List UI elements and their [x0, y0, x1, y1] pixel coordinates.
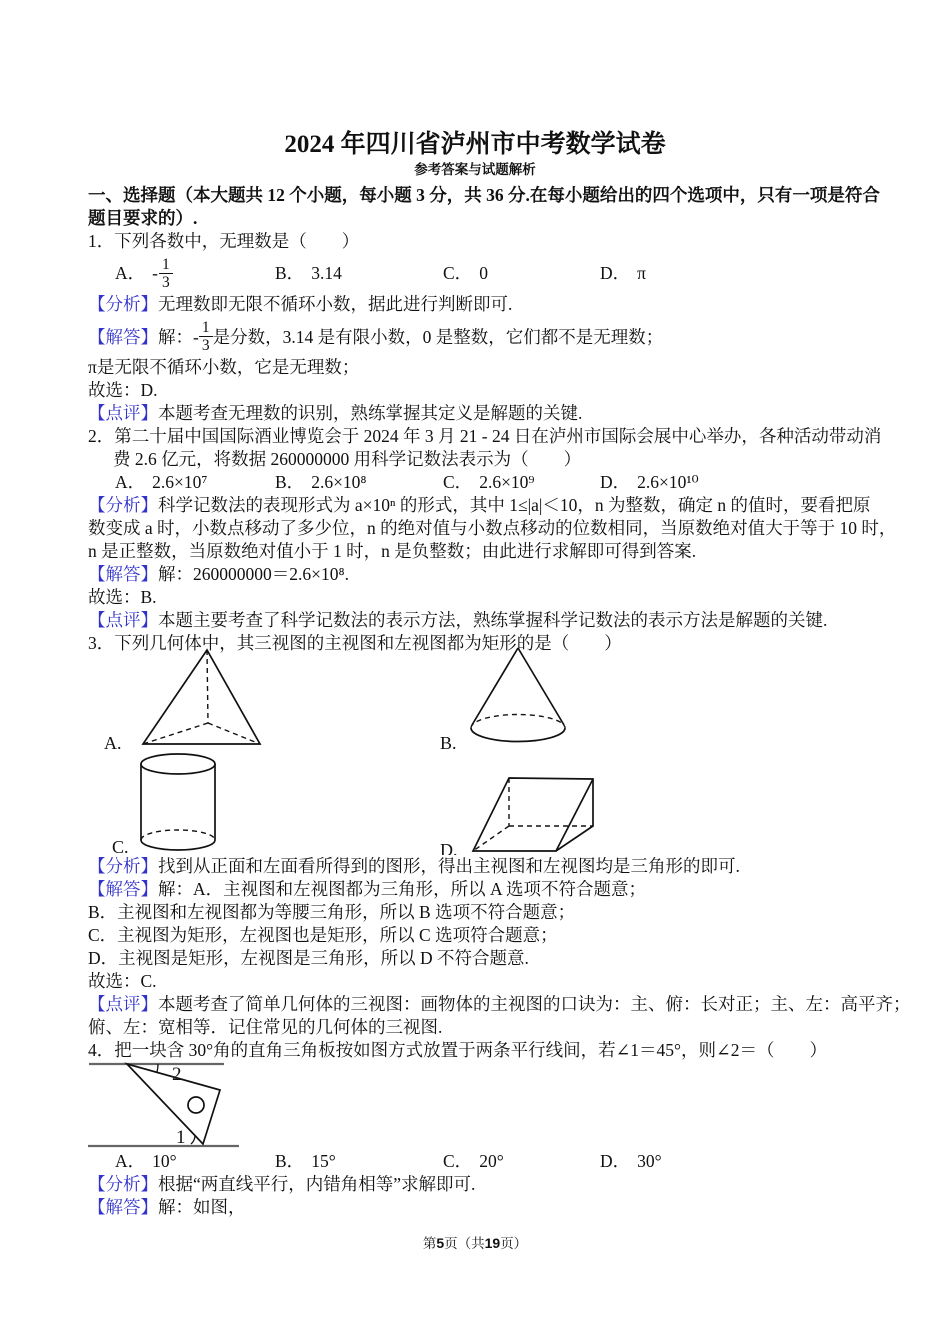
page-subtitle: 参考答案与试题解析: [414, 162, 536, 177]
q2-answer: 【解答】解：260000000＝2.6×10⁸.: [88, 564, 349, 584]
analysis-label: 【分析】: [88, 856, 158, 876]
q3-stem: 3．下列几何体中，其三视图的主视图和左视图都为矩形的是（ ）: [88, 633, 622, 653]
q1-option-c: C． 0: [443, 262, 488, 283]
q4-answer: 【解答】解：如图，: [88, 1197, 246, 1217]
q1-stem: 1．下列各数中，无理数是（ ）: [88, 231, 360, 251]
q1-answer: 【解答】 解：- $\frac{1}{3}$ 是分数，3.14 是有限小数，0 是整数，它们都不是无理数；: [88, 318, 664, 354]
finger-hole: [188, 1097, 204, 1113]
comment-label: 【点评】: [88, 994, 158, 1014]
q4-figure: [88, 1058, 862, 1150]
q3-answer-line4: D．主视图是矩形，左视图是三角形，所以 D 不符合题意.: [88, 948, 529, 968]
q4-option-d: D． 30°: [600, 1151, 662, 1171]
angle1-label: 1: [176, 1127, 186, 1148]
angle1-arc: [191, 1135, 195, 1144]
analysis-label: 【分析】: [88, 495, 158, 515]
q1-option-a-minus: -: [152, 262, 158, 283]
q4-option-b: B． 15°: [275, 1151, 336, 1171]
q1-options-row: [88, 253, 862, 293]
figure-prism: [473, 778, 593, 851]
q4-analysis: 【分析】根据“两直线平行，内错角相等”求解即可.: [88, 1174, 476, 1194]
section-heading-line2: 题目要求的）.: [88, 208, 198, 228]
q3-answer-line2: B．主视图和左视图都为等腰三角形，所以 B 选项不符合题意；: [88, 902, 576, 922]
q1-comment: 【点评】本题考查无理数的识别，熟练掌握其定义是解题的关键.: [88, 403, 583, 423]
q2-options-row: [88, 471, 862, 494]
page-title: 2024 年四川省泸州市中考数学试卷: [284, 131, 666, 158]
analysis-label: 【分析】: [88, 1174, 158, 1194]
figure-cone: [471, 648, 565, 742]
comment-label: 【点评】: [88, 403, 158, 423]
q4-stem: 4．把一块含 30°角的直角三角板按如图方式放置于两条平行线间，若∠1＝45°，则∠2＝（ ）: [88, 1040, 827, 1060]
figure-cylinder: [141, 754, 215, 850]
current-page-number: 5: [436, 1235, 445, 1251]
q2-stem-line1: 2．第二十届中国国际酒业博览会于 2024 年 3 月 21 - 24 日在泸州市国际会展中心举办，各种活动带动消: [88, 426, 882, 446]
q2-option-c: C． 2.6×10⁹: [443, 472, 535, 492]
q2-option-d: D． 2.6×10¹⁰: [600, 472, 699, 492]
analysis-label: 【分析】: [88, 294, 158, 314]
figure-b-label: B.: [440, 733, 457, 753]
q1-option-a-label: A．: [115, 262, 146, 283]
q2-stem-line2: 费 2.6 亿元，将数据 260000000 用科学记数法表示为（ ）: [113, 449, 582, 469]
comment-label: 【点评】: [88, 610, 158, 630]
q2-conclusion: 故选：B.: [88, 587, 157, 607]
angle2-label: 2: [172, 1064, 182, 1085]
page-content: [88, 130, 911, 1219]
q3-figures: [88, 647, 862, 855]
page-footer: 第5页（共19页）: [422, 1235, 528, 1251]
q1-option-b: B． 3.14: [275, 262, 342, 283]
parallel-lines: [88, 1064, 239, 1146]
q2-analysis-line3: n 是正整数，当原数绝对值小于 1 时，n 是负整数；由此进行求解即可得到答案.: [88, 541, 697, 561]
q3-figures-svg: [88, 647, 862, 855]
q1-answer-line2: π是无限不循环小数，它是无理数；: [88, 357, 360, 377]
section-heading-line1: 一、选择题（本大题共 12 个小题，每小题 3 分，共 36 分.在每小题给出的四个选项中，只有一项是符合: [88, 185, 880, 205]
q1-analysis: 【分析】无理数即无限不循环小数，据此进行判断即可.: [88, 294, 513, 314]
q3-conclusion: 故选：C.: [88, 971, 157, 991]
q1-conclusion: 故选：D.: [88, 380, 158, 400]
q3-analysis: 【分析】找到从正面和左面看所得到的图形，得出主视图和左视图均是三角形的即可.: [88, 856, 740, 876]
answer-label: 【解答】: [88, 326, 158, 347]
q2-comment: 【点评】本题主要考查了科学记数法的表示方法，熟练掌握科学记数法的表示方法是解题的关键.: [88, 610, 828, 630]
q4-option-c: C． 20°: [443, 1151, 504, 1171]
figure-pyramid: [143, 650, 260, 744]
q3-answer-line1: 【解答】解：A．主视图和左视图都为三角形，所以 A 选项不符合题意；: [88, 879, 647, 899]
q2-analysis-line2: 数变成 a 时，小数点移动了多少位，n 的绝对值与小数点移动的位数相同，当原数绝对值大于等于 10 时，: [88, 518, 897, 538]
total-page-number: 19: [484, 1235, 501, 1251]
q3-answer-line3: C．主视图为矩形，左视图也是矩形，所以 C 选项符合题意；: [88, 925, 558, 945]
q1-option-d: D． π: [600, 262, 646, 283]
answer-label: 【解答】: [88, 1197, 158, 1217]
q3-comment-line2: 俯、左：宽相等．记住常见的几何体的三视图.: [88, 1017, 443, 1037]
q2-option-b: B． 2.6×10⁸: [275, 472, 367, 492]
q1-option-a-fraction: $\frac{1}{3}$: [159, 256, 173, 291]
q1-answer-fraction: $\frac{1}{3}$: [199, 319, 213, 354]
figure-d-label: D.: [440, 840, 458, 855]
angle2-arc: [157, 1064, 158, 1072]
q1-option-a: [115, 256, 275, 291]
answer-label: 【解答】: [88, 564, 158, 584]
q4-figure-svg: [88, 1058, 862, 1150]
q2-analysis-line1: 【分析】科学记数法的表现形式为 a×10ⁿ 的形式，其中 1≤|a|＜10，n 为整数，确定 n 的值时，要看把原: [88, 495, 871, 515]
q2-option-a: A． 2.6×10⁷: [115, 472, 208, 492]
q3-comment-line1: 【点评】本题考查了简单几何体的三视图：画物体的主视图的口诀为：主、俯：长对正；主、左：高平齐；: [88, 994, 911, 1014]
q4-options-row: [88, 1150, 862, 1173]
figure-c-label: C.: [112, 837, 129, 855]
q4-option-a: A． 10°: [115, 1151, 177, 1171]
answer-label: 【解答】: [88, 879, 158, 899]
figure-a-label: A.: [104, 733, 122, 753]
